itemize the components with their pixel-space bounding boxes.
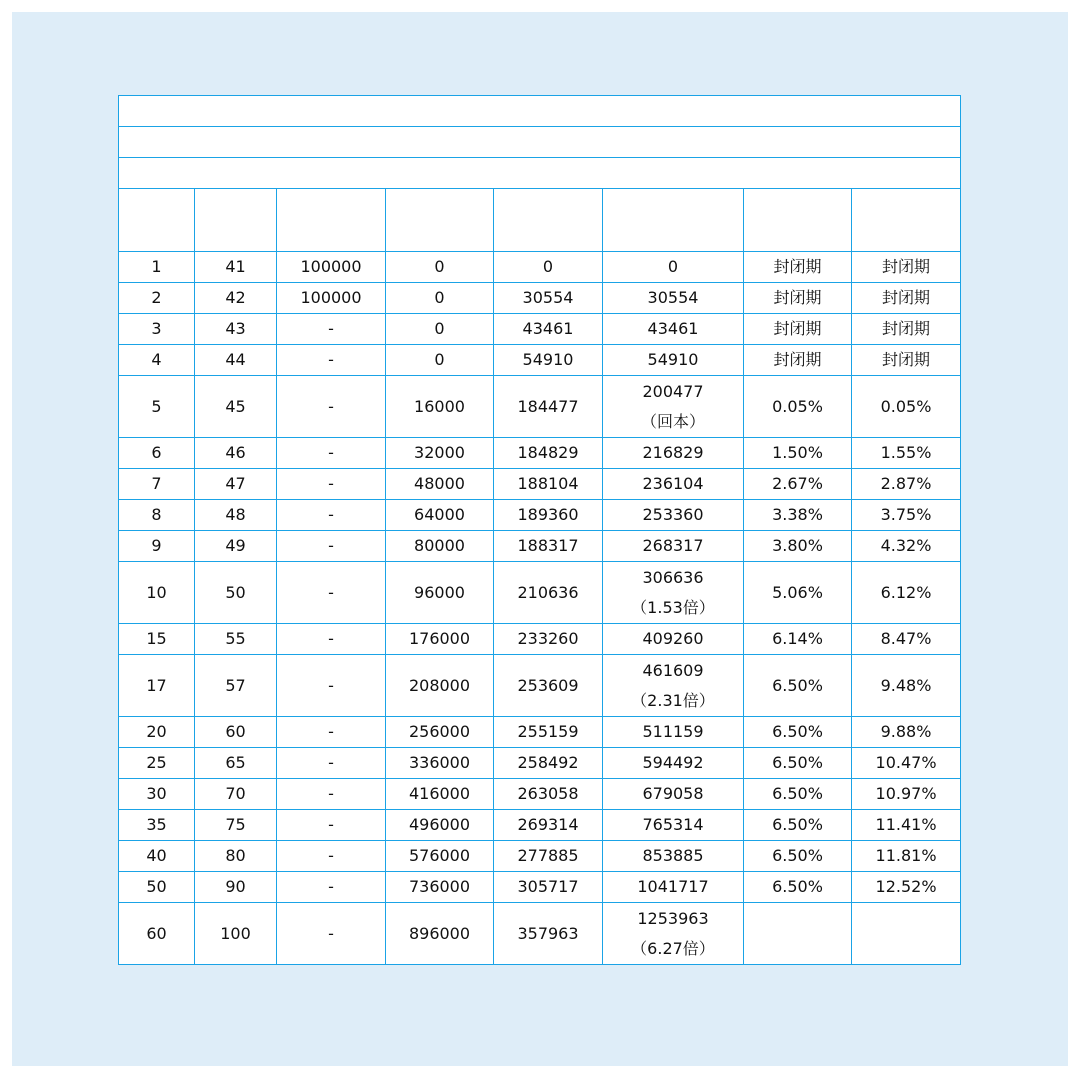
cell-age: 43 bbox=[195, 314, 277, 345]
cell-premium: - bbox=[277, 562, 386, 624]
table-row bbox=[119, 562, 961, 624]
table-row bbox=[119, 655, 961, 717]
cell-total: 0 bbox=[603, 252, 744, 283]
cell-withdrawn: 16000 bbox=[386, 376, 494, 438]
cell-withdrawn: 0 bbox=[386, 345, 494, 376]
cell-irr: 6.50% bbox=[744, 717, 852, 748]
col-header-withdrawn: ①累计提取 金额 bbox=[386, 189, 494, 252]
cell-age: 42 bbox=[195, 283, 277, 314]
cell-total: 200477 （回本） bbox=[603, 376, 744, 438]
table-row bbox=[119, 624, 961, 655]
cell-total: 1253963 （6.27倍） bbox=[603, 903, 744, 965]
table-row bbox=[119, 283, 961, 314]
cell-year: 5 bbox=[119, 376, 195, 438]
cell-withdrawn: 896000 bbox=[386, 903, 494, 965]
cell-surrender: 210636 bbox=[494, 562, 603, 624]
cell-total: 1041717 bbox=[603, 872, 744, 903]
table-row bbox=[119, 717, 961, 748]
table-row bbox=[119, 252, 961, 283]
cell-irr: 6.50% bbox=[744, 810, 852, 841]
cell-age: 75 bbox=[195, 810, 277, 841]
cell-total: 594492 bbox=[603, 748, 744, 779]
withdraw-condition: 领取条件：2 年交完，第 5 年开始，每年领取总保费的 8%(16000 美元)，到终身 bbox=[119, 158, 961, 189]
cell-premium: - bbox=[277, 841, 386, 872]
cell-surrender: 54910 bbox=[494, 345, 603, 376]
policy-benefit-table bbox=[118, 95, 961, 965]
table-row bbox=[119, 748, 961, 779]
cell-age: 41 bbox=[195, 252, 277, 283]
cell-simple: 4.32% bbox=[852, 531, 961, 562]
table-row bbox=[119, 314, 961, 345]
cell-simple: 封闭期 bbox=[852, 252, 961, 283]
cell-premium: - bbox=[277, 469, 386, 500]
cell-age: 90 bbox=[195, 872, 277, 903]
cell-withdrawn: 336000 bbox=[386, 748, 494, 779]
cell-premium: - bbox=[277, 779, 386, 810]
cell-surrender: 255159 bbox=[494, 717, 603, 748]
cell-surrender: 0 bbox=[494, 252, 603, 283]
cell-age: 55 bbox=[195, 624, 277, 655]
cell-age: 65 bbox=[195, 748, 277, 779]
table-row bbox=[119, 872, 961, 903]
cell-withdrawn: 576000 bbox=[386, 841, 494, 872]
cell-irr: 封闭期 bbox=[744, 345, 852, 376]
cell-total: 253360 bbox=[603, 500, 744, 531]
cell-premium: 100000 bbox=[277, 283, 386, 314]
cell-premium: 100000 bbox=[277, 252, 386, 283]
cell-surrender: 43461 bbox=[494, 314, 603, 345]
cell-year: 30 bbox=[119, 779, 195, 810]
cell-total: 268317 bbox=[603, 531, 744, 562]
cell-total: 511159 bbox=[603, 717, 744, 748]
cell-year: 7 bbox=[119, 469, 195, 500]
cell-surrender: 184829 bbox=[494, 438, 603, 469]
table-row bbox=[119, 810, 961, 841]
cell-age: 60 bbox=[195, 717, 277, 748]
cell-simple bbox=[852, 903, 961, 965]
cell-simple: 9.88% bbox=[852, 717, 961, 748]
cell-age: 57 bbox=[195, 655, 277, 717]
table-row bbox=[119, 841, 961, 872]
cell-irr: 3.80% bbox=[744, 531, 852, 562]
cell-irr: 6.50% bbox=[744, 841, 852, 872]
cell-premium: - bbox=[277, 314, 386, 345]
table-row bbox=[119, 469, 961, 500]
cell-premium: - bbox=[277, 624, 386, 655]
cell-irr: 6.14% bbox=[744, 624, 852, 655]
cell-withdrawn: 416000 bbox=[386, 779, 494, 810]
calc-condition-row bbox=[119, 127, 961, 158]
cell-year: 20 bbox=[119, 717, 195, 748]
cell-simple: 10.47% bbox=[852, 748, 961, 779]
cell-age: 100 bbox=[195, 903, 277, 965]
cell-total: 30554 bbox=[603, 283, 744, 314]
cell-irr: 3.38% bbox=[744, 500, 852, 531]
col-header-year: 保单年 度 bbox=[119, 189, 195, 252]
cell-total: 853885 bbox=[603, 841, 744, 872]
cell-irr: 封闭期 bbox=[744, 252, 852, 283]
cell-withdrawn: 0 bbox=[386, 252, 494, 283]
cell-premium: - bbox=[277, 655, 386, 717]
cell-simple: 11.81% bbox=[852, 841, 961, 872]
cell-withdrawn: 496000 bbox=[386, 810, 494, 841]
cell-surrender: 184477 bbox=[494, 376, 603, 438]
cell-irr: 6.50% bbox=[744, 655, 852, 717]
table-row bbox=[119, 345, 961, 376]
cell-total: 409260 bbox=[603, 624, 744, 655]
cell-age: 46 bbox=[195, 438, 277, 469]
cell-age: 45 bbox=[195, 376, 277, 438]
cell-irr: 封闭期 bbox=[744, 283, 852, 314]
cell-age: 48 bbox=[195, 500, 277, 531]
cell-simple: 9.48% bbox=[852, 655, 961, 717]
cell-premium: - bbox=[277, 376, 386, 438]
table-row bbox=[119, 500, 961, 531]
cell-irr: 封闭期 bbox=[744, 314, 852, 345]
cell-withdrawn: 32000 bbox=[386, 438, 494, 469]
total-note: （回本） bbox=[640, 411, 705, 431]
cell-withdrawn: 64000 bbox=[386, 500, 494, 531]
cell-withdrawn: 0 bbox=[386, 314, 494, 345]
total-note: （2.31倍） bbox=[631, 690, 715, 710]
cell-premium: - bbox=[277, 810, 386, 841]
cell-simple: 0.05% bbox=[852, 376, 961, 438]
cell-total: 54910 bbox=[603, 345, 744, 376]
col-header-total: 保单总利益 ①+② bbox=[603, 189, 744, 252]
cell-total: 679058 bbox=[603, 779, 744, 810]
table-row bbox=[119, 438, 961, 469]
table-row bbox=[119, 903, 961, 965]
cell-year: 4 bbox=[119, 345, 195, 376]
cell-withdrawn: 80000 bbox=[386, 531, 494, 562]
cell-surrender: 263058 bbox=[494, 779, 603, 810]
cell-age: 80 bbox=[195, 841, 277, 872]
cell-age: 49 bbox=[195, 531, 277, 562]
cell-surrender: 189360 bbox=[494, 500, 603, 531]
cell-irr: 1.50% bbox=[744, 438, 852, 469]
cell-year: 1 bbox=[119, 252, 195, 283]
withdraw-condition-row bbox=[119, 158, 961, 189]
cell-premium: - bbox=[277, 438, 386, 469]
cell-premium: - bbox=[277, 903, 386, 965]
cell-premium: - bbox=[277, 500, 386, 531]
col-header-age: 年龄 bbox=[195, 189, 277, 252]
cell-year: 15 bbox=[119, 624, 195, 655]
cell-surrender: 357963 bbox=[494, 903, 603, 965]
col-header-simple: 折算单利 bbox=[852, 189, 961, 252]
col-header-surrender: ②剩余退保 价值 bbox=[494, 189, 603, 252]
cell-year: 2 bbox=[119, 283, 195, 314]
cell-premium: - bbox=[277, 748, 386, 779]
table-title-row bbox=[119, 96, 961, 127]
cell-simple: 11.41% bbox=[852, 810, 961, 841]
cell-premium: - bbox=[277, 872, 386, 903]
cell-surrender: 30554 bbox=[494, 283, 603, 314]
total-note: （1.53倍） bbox=[631, 597, 715, 617]
cell-withdrawn: 208000 bbox=[386, 655, 494, 717]
cell-surrender: 188104 bbox=[494, 469, 603, 500]
cell-simple: 封闭期 bbox=[852, 283, 961, 314]
cell-simple: 8.47% bbox=[852, 624, 961, 655]
cell-irr: 6.50% bbox=[744, 779, 852, 810]
cell-irr: 5.06% bbox=[744, 562, 852, 624]
cell-irr: 2.67% bbox=[744, 469, 852, 500]
cell-year: 35 bbox=[119, 810, 195, 841]
cell-simple: 封闭期 bbox=[852, 345, 961, 376]
col-header-premium: 当年保费 bbox=[277, 189, 386, 252]
cell-year: 40 bbox=[119, 841, 195, 872]
cell-withdrawn: 256000 bbox=[386, 717, 494, 748]
cell-withdrawn: 176000 bbox=[386, 624, 494, 655]
cell-year: 6 bbox=[119, 438, 195, 469]
cell-total: 306636 （1.53倍） bbox=[603, 562, 744, 624]
cell-year: 3 bbox=[119, 314, 195, 345]
cell-total: 236104 bbox=[603, 469, 744, 500]
cell-premium: - bbox=[277, 531, 386, 562]
total-note: （6.27倍） bbox=[631, 938, 715, 958]
calc-condition: 测算条件：40 岁，2 年缴费期，10 万美元 / 年，共计 20 万美元 bbox=[119, 127, 961, 158]
cell-surrender: 233260 bbox=[494, 624, 603, 655]
cell-age: 70 bbox=[195, 779, 277, 810]
cell-withdrawn: 48000 bbox=[386, 469, 494, 500]
cell-surrender: 277885 bbox=[494, 841, 603, 872]
cell-total: 43461 bbox=[603, 314, 744, 345]
cell-withdrawn: 0 bbox=[386, 283, 494, 314]
cell-simple: 6.12% bbox=[852, 562, 961, 624]
table-row bbox=[119, 376, 961, 438]
cell-simple: 封闭期 bbox=[852, 314, 961, 345]
cell-surrender: 305717 bbox=[494, 872, 603, 903]
cell-year: 60 bbox=[119, 903, 195, 965]
cell-irr bbox=[744, 903, 852, 965]
cell-irr: 0.05% bbox=[744, 376, 852, 438]
cell-total: 461609 （2.31倍） bbox=[603, 655, 744, 717]
cell-simple: 3.75% bbox=[852, 500, 961, 531]
cell-simple: 12.52% bbox=[852, 872, 961, 903]
cell-withdrawn: 736000 bbox=[386, 872, 494, 903]
table-row bbox=[119, 779, 961, 810]
table-title: 安 盛盛 利2，258 bbox=[119, 96, 961, 127]
cell-simple: 2.87% bbox=[852, 469, 961, 500]
column-header-row bbox=[119, 189, 961, 252]
cell-year: 9 bbox=[119, 531, 195, 562]
cell-age: 47 bbox=[195, 469, 277, 500]
cell-year: 17 bbox=[119, 655, 195, 717]
cell-year: 10 bbox=[119, 562, 195, 624]
cell-premium: - bbox=[277, 345, 386, 376]
cell-surrender: 253609 bbox=[494, 655, 603, 717]
cell-simple: 1.55% bbox=[852, 438, 961, 469]
cell-age: 50 bbox=[195, 562, 277, 624]
cell-premium: - bbox=[277, 717, 386, 748]
cell-surrender: 188317 bbox=[494, 531, 603, 562]
cell-total: 216829 bbox=[603, 438, 744, 469]
cell-total: 765314 bbox=[603, 810, 744, 841]
cell-irr: 6.50% bbox=[744, 872, 852, 903]
cell-simple: 10.97% bbox=[852, 779, 961, 810]
cell-year: 25 bbox=[119, 748, 195, 779]
cell-surrender: 269314 bbox=[494, 810, 603, 841]
cell-irr: 6.50% bbox=[744, 748, 852, 779]
cell-surrender: 258492 bbox=[494, 748, 603, 779]
cell-age: 44 bbox=[195, 345, 277, 376]
cell-withdrawn: 96000 bbox=[386, 562, 494, 624]
cell-year: 8 bbox=[119, 500, 195, 531]
table-row bbox=[119, 531, 961, 562]
cell-year: 50 bbox=[119, 872, 195, 903]
col-header-irr: 复利 IRR bbox=[744, 189, 852, 252]
